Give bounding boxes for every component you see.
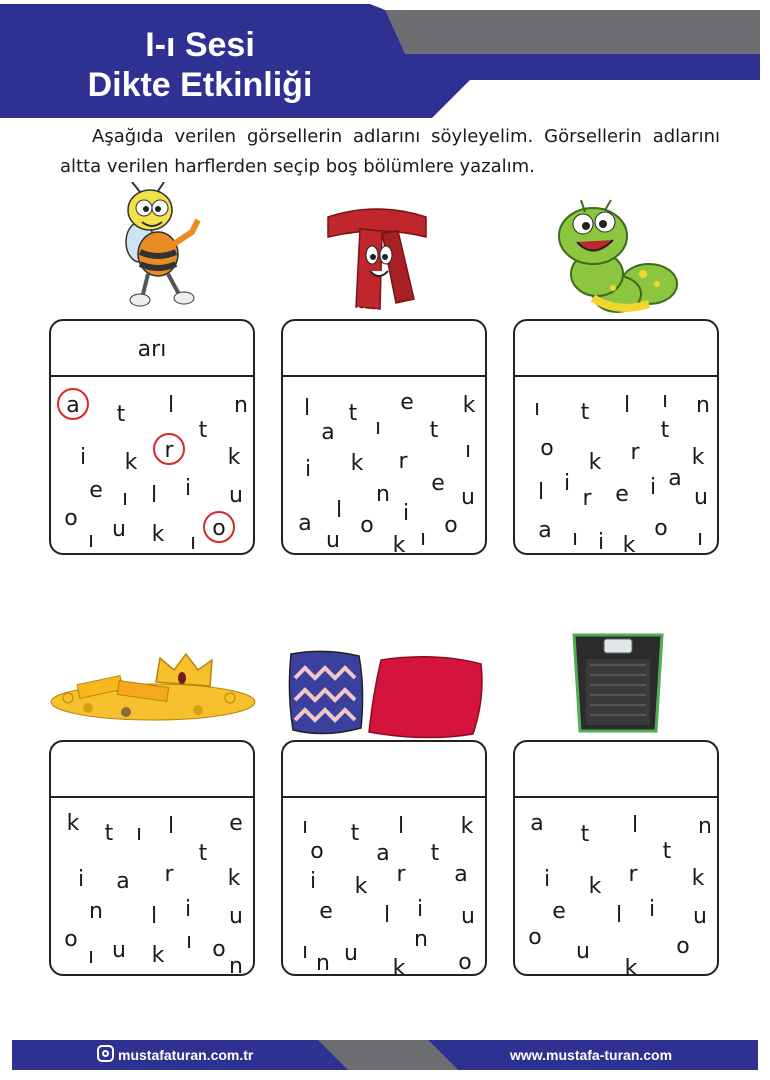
- letter-option[interactable]: n: [376, 482, 390, 507]
- letter-option[interactable]: i: [304, 457, 312, 482]
- caterpillar-icon: [553, 198, 683, 316]
- letter-option[interactable]: e: [431, 471, 445, 496]
- letter-option[interactable]: ı: [696, 526, 704, 551]
- letter-option[interactable]: a: [454, 862, 468, 887]
- letter-option[interactable]: r: [630, 440, 640, 465]
- word-card: [49, 740, 255, 979]
- letter-option[interactable]: r: [398, 449, 408, 474]
- letter-option[interactable]: a: [530, 811, 544, 836]
- letter-option[interactable]: l: [167, 393, 175, 418]
- letter-option[interactable]: o: [528, 925, 542, 950]
- letter-option[interactable]: e: [615, 482, 629, 507]
- gold-treasure-icon: [48, 652, 258, 724]
- letter-option[interactable]: ı: [189, 530, 197, 555]
- letter-option[interactable]: a: [116, 869, 130, 894]
- letter-option[interactable]: t: [429, 418, 439, 443]
- letter-option[interactable]: i: [309, 869, 317, 894]
- letter-option[interactable]: o: [676, 934, 690, 959]
- letter-option[interactable]: u: [344, 941, 358, 966]
- bathroom-scale-icon: [570, 631, 666, 735]
- letter-option[interactable]: o: [654, 516, 668, 541]
- letter-option[interactable]: l: [383, 903, 391, 928]
- letter-option[interactable]: n: [696, 393, 710, 418]
- letter-option[interactable]: t: [580, 822, 590, 847]
- letter-option[interactable]: k: [624, 956, 638, 981]
- letter-option[interactable]: i: [597, 530, 605, 555]
- letter-option[interactable]: a: [376, 841, 390, 866]
- letter-option[interactable]: u: [112, 938, 126, 963]
- letter-option[interactable]: u: [229, 904, 243, 929]
- letter-option[interactable]: k: [227, 866, 241, 891]
- letter-option[interactable]: a: [321, 420, 335, 445]
- letter-option[interactable]: o: [444, 513, 458, 538]
- bee-icon: [118, 182, 208, 314]
- letter-option[interactable]: ı: [301, 814, 309, 839]
- answer-field[interactable]: [51, 742, 253, 798]
- letter-option[interactable]: e: [400, 390, 414, 415]
- instagram-icon: [97, 1045, 114, 1062]
- letter-option[interactable]: u: [326, 528, 340, 553]
- letter-option[interactable]: l: [335, 498, 343, 523]
- letter-option[interactable]: k: [588, 874, 602, 899]
- letter-option[interactable]: n: [234, 393, 248, 418]
- letter-option[interactable]: l: [303, 396, 311, 421]
- letter-option[interactable]: o: [64, 506, 78, 531]
- letter-option[interactable]: r: [582, 486, 592, 511]
- letter-option[interactable]: o: [540, 436, 554, 461]
- letter-option[interactable]: k: [227, 445, 241, 470]
- letter-option[interactable]: ı: [185, 929, 193, 954]
- word-card: [513, 319, 719, 558]
- letter-option[interactable]: l: [631, 813, 639, 838]
- letter-option[interactable]: ı: [571, 526, 579, 551]
- letter-option[interactable]: k: [124, 450, 138, 475]
- letter-option[interactable]: k: [622, 533, 636, 558]
- letter-option[interactable]: n: [698, 814, 712, 839]
- letter-option[interactable]: u: [112, 517, 126, 542]
- scarf-icon: [322, 203, 432, 313]
- letter-option[interactable]: o: [64, 927, 78, 952]
- page-subtitle: Dikte Etkinliği: [87, 66, 313, 104]
- letter-option[interactable]: r: [164, 862, 174, 887]
- letter-option[interactable]: ı: [87, 944, 95, 969]
- letter-option[interactable]: ı: [121, 486, 129, 511]
- letter-option[interactable]: e: [552, 899, 566, 924]
- word-card: [49, 319, 255, 555]
- letter-option[interactable]: e: [229, 811, 243, 836]
- answer-field[interactable]: arı: [51, 321, 253, 377]
- letter-option[interactable]: i: [563, 471, 571, 496]
- letter-option[interactable]: n: [229, 954, 243, 979]
- letter-option[interactable]: e: [319, 899, 333, 924]
- footer-website-link[interactable]: www.mustafa-turan.com: [510, 1047, 673, 1063]
- letter-option[interactable]: r: [628, 862, 638, 887]
- letter-option[interactable]: k: [151, 522, 165, 547]
- letter-option[interactable]: l: [397, 814, 405, 839]
- letter-option[interactable]: e: [89, 478, 103, 503]
- letter-option[interactable]: k: [691, 866, 705, 891]
- circled-letter[interactable]: o: [207, 518, 231, 540]
- letter-option[interactable]: t: [660, 418, 670, 443]
- letter-option[interactable]: k: [350, 451, 364, 476]
- letter-option[interactable]: i: [79, 445, 87, 470]
- circled-letter[interactable]: a: [61, 395, 85, 417]
- pillows-icon: [285, 648, 485, 742]
- letter-option[interactable]: k: [354, 874, 368, 899]
- letter-option[interactable]: ı: [301, 939, 309, 964]
- letter-option[interactable]: a: [668, 466, 682, 491]
- letter-option[interactable]: i: [184, 897, 192, 922]
- page-title: I-ı Sesi: [145, 26, 255, 64]
- letter-option[interactable]: u: [229, 483, 243, 508]
- letter-option[interactable]: ı: [533, 396, 541, 421]
- letter-option[interactable]: l: [615, 903, 623, 928]
- letter-option[interactable]: ı: [419, 526, 427, 551]
- letter-option[interactable]: l: [167, 814, 175, 839]
- letter-option[interactable]: t: [116, 402, 126, 427]
- letter-option[interactable]: l: [537, 480, 545, 505]
- letter-option[interactable]: l: [150, 904, 158, 929]
- circled-letter[interactable]: r: [157, 440, 181, 462]
- answer-field[interactable]: [515, 742, 717, 798]
- letter-option[interactable]: t: [580, 400, 590, 425]
- letter-option[interactable]: i: [402, 501, 410, 526]
- letter-option[interactable]: l: [150, 483, 158, 508]
- letter-option[interactable]: k: [392, 956, 406, 981]
- letter-option[interactable]: o: [212, 937, 226, 962]
- letter-option[interactable]: ı: [661, 388, 669, 413]
- letter-option[interactable]: i: [649, 475, 657, 500]
- letter-option[interactable]: u: [461, 904, 475, 929]
- letter-option[interactable]: n: [89, 899, 103, 924]
- letter-option[interactable]: i: [184, 476, 192, 501]
- letter-option[interactable]: i: [416, 897, 424, 922]
- letter-option[interactable]: o: [360, 513, 374, 538]
- answer-field[interactable]: [283, 742, 485, 798]
- letter-option[interactable]: u: [693, 904, 707, 929]
- letter-option[interactable]: o: [310, 839, 324, 864]
- footer-instagram-link[interactable]: mustafaturan.com.tr: [118, 1047, 254, 1063]
- letter-option[interactable]: k: [460, 814, 474, 839]
- letter-option[interactable]: t: [198, 841, 208, 866]
- letter-option[interactable]: a: [538, 518, 552, 543]
- letter-option[interactable]: n: [414, 927, 428, 952]
- letter-option[interactable]: t: [662, 839, 672, 864]
- letter-option[interactable]: k: [151, 943, 165, 968]
- letter-option[interactable]: i: [77, 867, 85, 892]
- letter-option[interactable]: ı: [374, 415, 382, 440]
- word-card: [281, 319, 487, 558]
- letter-option[interactable]: ı: [87, 528, 95, 553]
- letter-option[interactable]: i: [648, 897, 656, 922]
- letter-option[interactable]: k: [691, 445, 705, 470]
- instruction-text: Aşağıda verilen görsellerin adlarını söyleyelim. Görsellerin adlarını altta verilen harflerden seçip boş bölümlere yazalım.: [60, 126, 720, 177]
- letter-option[interactable]: k: [588, 450, 602, 475]
- letter-option[interactable]: i: [543, 867, 551, 892]
- letter-option[interactable]: u: [461, 485, 475, 510]
- letter-option[interactable]: t: [104, 821, 114, 846]
- letter-option[interactable]: a: [298, 511, 312, 536]
- letter-option[interactable]: o: [458, 950, 472, 975]
- letter-option[interactable]: k: [462, 393, 476, 418]
- letter-option[interactable]: r: [396, 862, 406, 887]
- answer-field[interactable]: [515, 321, 717, 377]
- letter-option[interactable]: t: [430, 841, 440, 866]
- letter-option[interactable]: k: [66, 811, 80, 836]
- letter-option[interactable]: l: [623, 393, 631, 418]
- word-card: [281, 740, 487, 981]
- letter-option[interactable]: t: [198, 418, 208, 443]
- letter-option[interactable]: t: [350, 821, 360, 846]
- letter-option[interactable]: u: [694, 485, 708, 510]
- answer-field[interactable]: [283, 321, 485, 377]
- letter-option[interactable]: u: [576, 939, 590, 964]
- letter-option[interactable]: ı: [464, 438, 472, 463]
- letter-option[interactable]: t: [348, 401, 358, 426]
- letter-option[interactable]: ı: [135, 821, 143, 846]
- letter-option[interactable]: k: [392, 533, 406, 558]
- word-card: [513, 740, 719, 981]
- letter-option[interactable]: n: [316, 951, 330, 976]
